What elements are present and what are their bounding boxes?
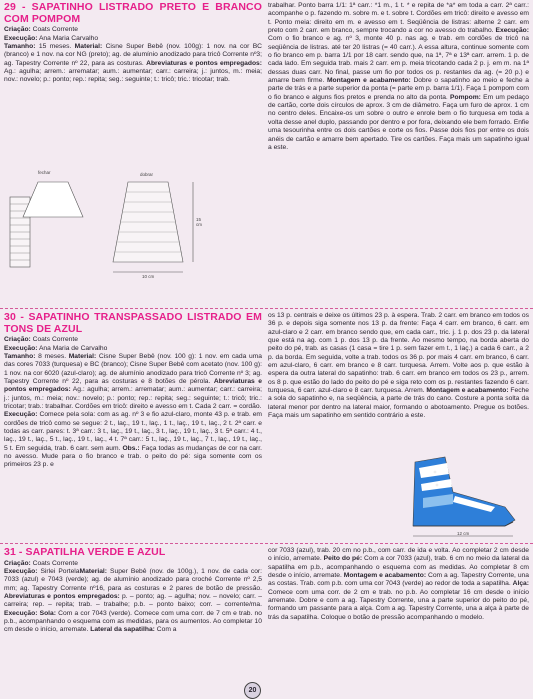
field-key: Lateral da sapatilha: xyxy=(90,626,155,634)
field-key: Material: xyxy=(74,42,103,50)
body-text: cor 7033 (azul), trab. 20 cm no p.b., com carr. de ida e volta. Ao completar 2 cm desde o início, arremate. xyxy=(268,547,529,563)
field-key: Tamanho: xyxy=(4,42,36,50)
section-30-diagram xyxy=(395,452,529,542)
section-31 xyxy=(0,547,533,687)
section-30-left-column xyxy=(4,312,262,470)
body-text: os 13 p. centrais e deixe os últimos 23 p. à espera. Trab. 2 carr. em branco em todos os 36 p. e depois siga somente nos 13 p. da frente: Faça 4 carr. em branco, 6 carr. em azul-claro e 2 carr. em branco sendo que, em cada carr., tric. j. 1 p. dos 23 p. da lateral que está na ag. com 1 p. dos 13 p. da frente. Ao mesmo tempo, na borda aberta do peito do pé, trab. as casas (1 casa = tire 1 p. sem fazer em t., 1 laç.) a cada 6 carr., a 2 p. da borda. Em seguida, volte a trab. todos os 36 p. por mais 4 carr. em branco, 6 carr. em azul-claro, 6 carr. em branco e 8 carr. turquesa. Arrem. Volte aos p. que estão à espera da outra lateral do sapatinho: trab. 6 carr. em branco em todos os 23 p., arrem. os 8 p. que estão do lado do peito do pé e siga reto com os p. restantes fazendo 6 carr. turquesa, 6 carr. azul-claro e 8 carr. turquesa. Arrem. xyxy=(268,312,529,395)
field-key: Material: xyxy=(79,567,108,575)
diagram-label-width: 10 cm xyxy=(142,274,155,279)
field-value: 15 meses. xyxy=(35,42,75,50)
field-key: Montagem e acabamento: xyxy=(426,387,509,395)
section-29-right-text xyxy=(268,2,529,152)
field-key: Abreviaturas e pontos empregados: xyxy=(4,592,120,600)
field-key: Execução: xyxy=(4,411,38,419)
field-key: Execução: xyxy=(4,34,38,42)
field-value: Ana Maria de Carvalho xyxy=(37,344,108,352)
field-value: Comece pela sola: com as ag. nº 3 e fio azul-claro, monte 43 p. e trab. em cordões de tricô como se segue: 2 t., laç., 19 t., laç., 1 t., laç., 19 t., laç., 2 t. 2ª carr. e todas as carr. pares: t. 3ª carr.: 3 t., laç., 19 t., laç., 3 t., laç., 19 t., laç., 3 t. 5ª carr.: 4 t., laç., 19 t., laç., 5 t., laç., 19 t., laç., 4 t. 7ª carr.: 5 t., laç., 19 t., laç., 7 t., laç., 19 t., laç., 5 t. Em seguida, trab. 6 carr. sem aum. xyxy=(4,411,262,452)
shoe-illustration xyxy=(395,452,529,542)
section-31-left-text xyxy=(4,560,262,635)
field-key: Execução: Sola: xyxy=(4,609,56,617)
field-key: Abreviaturas e pontos empregados: xyxy=(146,59,262,67)
diagram-label-fechar: fechar xyxy=(38,170,51,175)
field-key: Criação: xyxy=(4,26,31,34)
section-30-right-text xyxy=(268,312,529,420)
field-value: Em um pedaço de cartão, corte dois círculos de aprox. 3 cm de diâmetro. Faça um furo de aprox. 1 cm no centro deles. Encaixe-os um sobre o outro e enrole bem o fio turquesa em toda a volta desse anel duplo, passando por dentro e por fora, deixando ele bem forrado. Enfie uma tesourinha entre os dois cartões e corte os fios. Passe dois fios por entre os dois anéis de cartão e amarre bem apertado. Tire os cartões. Faça mais um sapatinho igual a este. xyxy=(268,93,529,151)
section-30 xyxy=(0,312,533,540)
field-key: Alça: xyxy=(512,580,529,588)
section-divider-2 xyxy=(0,543,533,544)
field-key: Pompom: xyxy=(450,93,481,101)
field-key: Abreviaturas e pontos empregados: xyxy=(4,377,262,394)
field-value: Ana Maria Carvalho xyxy=(37,34,99,42)
field-value: Coats Corrente xyxy=(30,336,78,344)
section-30-title: 30 - SAPATINHO TRANSPASSADO LISTRADO EM TONS DE AZUL xyxy=(4,311,262,335)
section-29-right-column xyxy=(268,2,529,152)
section-30-right-column xyxy=(268,312,529,420)
sock-pattern-diagram xyxy=(8,162,208,282)
field-value: Ag.: agulha; arrem.: arrematar; aum.: aumentar; carr.: carreira; j.: juntos, m.: meia; nov.: novelo; p.: ponto; rep.: repita; seg.: seguinte; t.: tricô; tric.: tricotar; trab.: trabalhar. Cordões em tricô: direito e avesso em t. Cada 2 carr. = cordão. xyxy=(4,386,262,410)
section-31-right-column xyxy=(268,547,529,622)
body-text: trabalhar. Ponto barra 1/1: 1ª carr.: *1 m., 1 t. * e repita de *a* em toda a carr. 2ª carr.: acompanhe o p. fazendo m. sobre m. e t. sobre t. Cordões em tricô: direito e avesso em t. Ponto meia: direito em m. e avesso em t. Seqüência de listras: alterne 2 carr. em preto com 2 carr. em branco, sempre trocando a cor no avesso do trabalho. xyxy=(268,2,529,35)
diagram-label-dobrar: dobrar xyxy=(140,172,154,177)
section-29-left-text xyxy=(4,26,262,84)
field-value: Cisne Super Bebê (nov. 100 g): 1 nov. em cada uma das cores 7033 (turquesa) e BC (branco); Cisne Super Bebê com acetato (nov. 100 g): 1 nov. na cor 6020 (azul-claro); ag. de alumínio anodizado para tricô Corrente nº 3; ag. Tapestry Corrente nº 22, para as costuras e 8 botões de pérola. xyxy=(4,352,262,385)
field-value: Comece com uma corr. de 2 cm e trab. no p.b. Ao completar 16 cm desde o início arremate. Dobre e com a ag. Tapestry Corrente, una a parte superior do peito do pé, formando um passante para a alça. Com a ag. Tapestry Corrente, una a alça à parte de trás da sapatilha. Coloque o botão de pressão acompanhando o modelo. xyxy=(268,588,529,621)
field-key: Material: xyxy=(68,352,97,360)
section-31-left-column xyxy=(4,547,262,635)
field-value: Com a ag. Tapestry Corrente, una as costas. Trab. com p.b. com uma cor 7043 (verde) ao redor de toda a sapatilha. xyxy=(268,572,529,588)
section-29-diagram xyxy=(8,162,208,282)
field-value: Coats Corrente xyxy=(30,559,78,567)
section-30-left-text xyxy=(4,336,262,470)
shoe-dim-label: 12 cm xyxy=(457,531,470,536)
field-key: Peito do pé: xyxy=(323,555,363,563)
section-31-title: 31 - SAPATILHA VERDE E AZUL xyxy=(4,546,166,558)
field-value: Feche a sola do sapatinho e, na seqüência, a parte de trás do cano. Costure a ponta solta da lateral menor por dentro na lateral maior, formando o abotoamento. Pregue os botões. Faça mais um sapatinho em sentido contrário a este. xyxy=(268,387,529,420)
field-key: Execução: xyxy=(4,567,38,575)
field-value: Com a cor 7033 (azul), trab. 6 cm no meio da lateral da sapatilha em p.b., acompanhando o esquema com as medidas. Ao completar 8 cm desde o início, arremate. xyxy=(268,555,529,580)
field-key: Montagem e acabamento: xyxy=(326,77,411,85)
field-key: Execução: xyxy=(4,344,38,352)
field-value: Ag.: agulha; arrem.: arrematar; aum.: aumentar; carr.: carreira; j.: juntos, m.: meia; nov.: novelo; p.: ponto; rep.: repita; seg.: seguinte; t.: tricô; tric.: tricotar; trab. xyxy=(4,67,262,84)
section-divider-1 xyxy=(0,308,533,309)
field-key: Criação: xyxy=(4,559,31,567)
field-value: Dobre o sapatinho ao meio e feche a parte de trás e a parte superior da ponta (= parte em p. barra 1/1). Faça 1 pompom com o fio branco e alguns fios pretos e prenda no alto da ponta. xyxy=(268,77,529,101)
field-key: Execução: xyxy=(495,27,529,35)
field-value: Com a cor 7043 (verde). Comece com uma corr. de 7 cm e trab. no p.b., acompanhando o esquema com as medidas, para os aumentos. Ao completar 10 cm desde o início, arremate. xyxy=(4,609,262,634)
section-29 xyxy=(0,0,533,310)
field-value: 8 meses. xyxy=(35,352,69,360)
section-29-left-column xyxy=(4,2,262,85)
field-value: Cisne Super Bebê (nov. 100g): 1 nov. na cor BC (branco) e 1 nov. na cor NG (preto); ag. de alumínio anodizado para tricô Corrente nº3; ag. Tapestry Corrente nº 22, para as costuras. xyxy=(4,42,262,67)
field-key: Obs.: xyxy=(122,444,140,452)
field-value: Coats Corrente xyxy=(30,26,78,34)
field-value: Com o fio branco e ag. nº 3, monte 40 p. nas ag. e trab. em cordões de tricô na seqüência de listras. até ter 20 listras (= 40 carr.). A essa altura, continue somente com o fio branco em p. barra 1/1 por 18 carr. sendo que, na 1ª, 7ª e 13ª carr. arrem. 1 p. de cada lado. Em seguida trab. mais 2 carr. em p. meia tricotando cada 2 p. j. em m. na 1ª dessas duas carr. No final, passe um fio por todos os p. restantes da ag. (= 20 p.) e amarre bem firme. xyxy=(268,35,529,85)
field-key: Montagem e acabamento: xyxy=(343,572,427,580)
diagram-label-height: 15 cm xyxy=(196,217,202,227)
page-number: 20 xyxy=(244,682,261,699)
field-key: Tamanho: xyxy=(4,352,36,360)
field-value: Com a xyxy=(154,626,177,634)
section-29-title: 29 - SAPATINHO LISTRADO PRETO E BRANCO COM POMPOM xyxy=(4,1,262,25)
section-31-right-text xyxy=(268,547,529,622)
field-value: p. – ponto; ag. – agulha; nov. – novelo; carr. – carreira; rep. – repita; trab. – trabalhe; p.b. – ponto baixo; corr. – corrente/ma. xyxy=(4,592,262,609)
field-key: Criação: xyxy=(4,336,31,344)
field-value: Super Bebê (nov. de 100g.), 1 nov. de cada cor: 7033 (azul) e 7043 (verde); ag. de alumínio anodizado para croché Corrente nº 2,5 mm; ag. Tapestry Corrente nº16, para as costuras e 2 pares de botão de pressão. xyxy=(4,567,262,592)
field-value: Sirlei Portela xyxy=(37,567,80,575)
field-value: Faça todas as mudanças de cor na carr. no avesso. Mude para o fio branco e trab. o peito do pé: siga somente com os primeiros 23 p. e xyxy=(4,444,262,469)
